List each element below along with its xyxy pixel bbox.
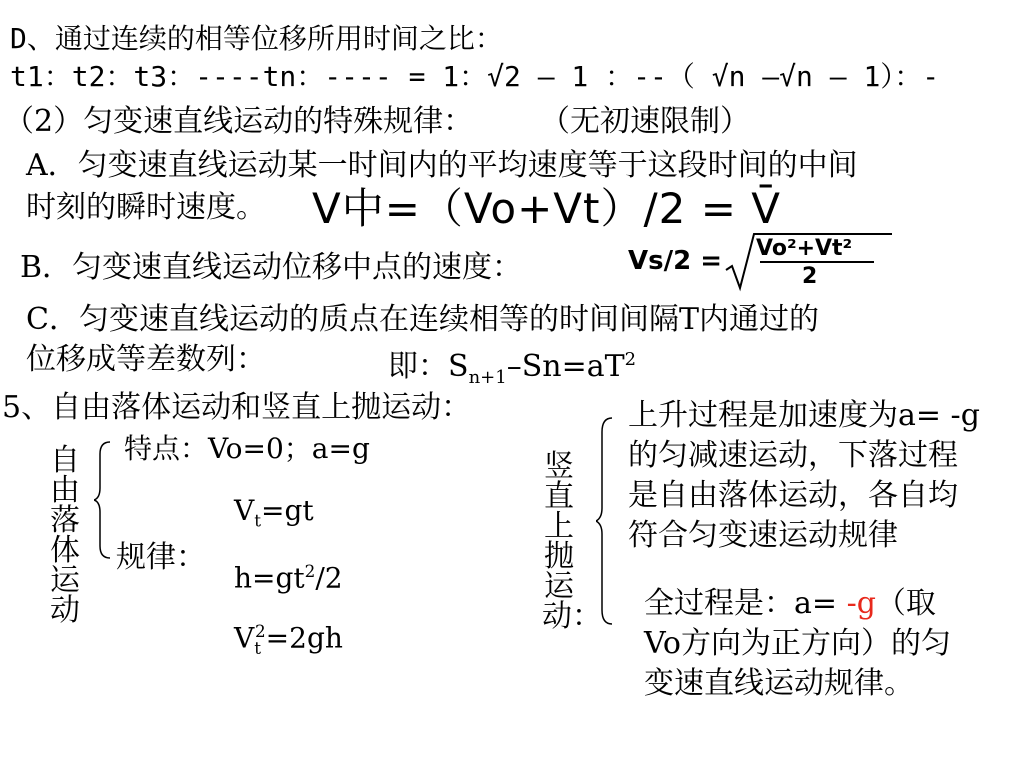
time-ratio-formula: t1：t2：t3：----tn：---- = 1：√2 – 1 ：--（ √n –√n – 1）：- — [10, 60, 940, 93]
formula-denominator: 2 — [802, 264, 818, 289]
eq-superscript: 2 — [304, 561, 316, 581]
vertical-throw-desc-4: 符合匀变速运动规律 — [628, 518, 898, 553]
item-a-line1: A．匀变速直线运动某一时间内的平均速度等于这段时间的中间 — [26, 148, 858, 183]
average-velocity-formula: V中=（Vo+Vt）/2 = V̄ — [312, 184, 781, 233]
negative-g-highlight: -g — [846, 586, 876, 621]
formula-numerator: Vo²+Vt² — [756, 236, 853, 261]
eq-subscript: t — [254, 510, 261, 531]
vertical-throw-label: 竖直上抛运动： — [542, 449, 602, 634]
formula-lhs: Vs/2 = — [628, 246, 723, 276]
section-d-title: D、通过连续的相等位移所用时间之比： — [10, 22, 503, 55]
vertical-throw-desc-3: 是自由落体运动，各自均 — [628, 478, 958, 513]
free-fall-law-label: 规律： — [116, 540, 206, 575]
formula-subscript: n+1 — [468, 367, 507, 388]
item-c-line2: 位移成等差数列： — [26, 342, 266, 377]
item-a-line2: 时刻的瞬时速度。 — [26, 190, 266, 225]
velocity-equation — [234, 494, 314, 538]
item-b-text: B．匀变速直线运动位移中点的速度： — [20, 250, 523, 285]
eq-part: h=gt — [234, 561, 305, 595]
eq-part: V — [234, 494, 255, 527]
whole-process-line2: Vo方向为正方向）的匀 — [644, 626, 951, 661]
eq-subscript: t — [254, 637, 261, 658]
whole-process-line1 — [644, 586, 936, 622]
vertical-throw-desc-1: 上升过程是加速度为a= -g — [628, 398, 980, 433]
arithmetic-sequence-formula — [388, 342, 636, 396]
section-2-note: （无初速限制） — [540, 104, 750, 139]
formula-part: –Sn=aT — [506, 349, 625, 384]
midpoint-velocity-formula — [628, 232, 888, 292]
left-brace-icon — [94, 440, 114, 560]
eq-part: V — [234, 621, 255, 655]
formula-part: 即：S — [388, 349, 469, 384]
left-brace-icon — [596, 416, 616, 626]
text-part: （取 — [875, 586, 936, 621]
eq-part: /2 — [315, 561, 343, 595]
formula-superscript: 2 — [624, 349, 637, 370]
free-fall-feature: 特点：Vo=0；a=g — [124, 432, 370, 465]
eq-part: =2gh — [265, 621, 343, 655]
eq-part: =gt — [260, 494, 314, 527]
free-fall-label: 自由落体运动 — [50, 443, 80, 628]
eq-superscript: 2 — [254, 621, 266, 641]
vertical-throw-desc-2: 的匀减速运动，下落过程 — [628, 438, 958, 473]
section-2-title: （2）匀变速直线运动的特殊规律： — [4, 104, 474, 139]
velocity-squared-equation — [234, 614, 343, 665]
height-equation — [234, 554, 343, 595]
whole-process-line3: 变速直线运动规律。 — [644, 666, 914, 701]
text-part: 全过程是：a= — [644, 586, 847, 621]
item-c-line1: C．匀变速直线运动的质点在连续相等的时间间隔T内通过的 — [26, 302, 819, 337]
section-5-title: 5、自由落体运动和竖直上抛运动： — [2, 390, 472, 425]
